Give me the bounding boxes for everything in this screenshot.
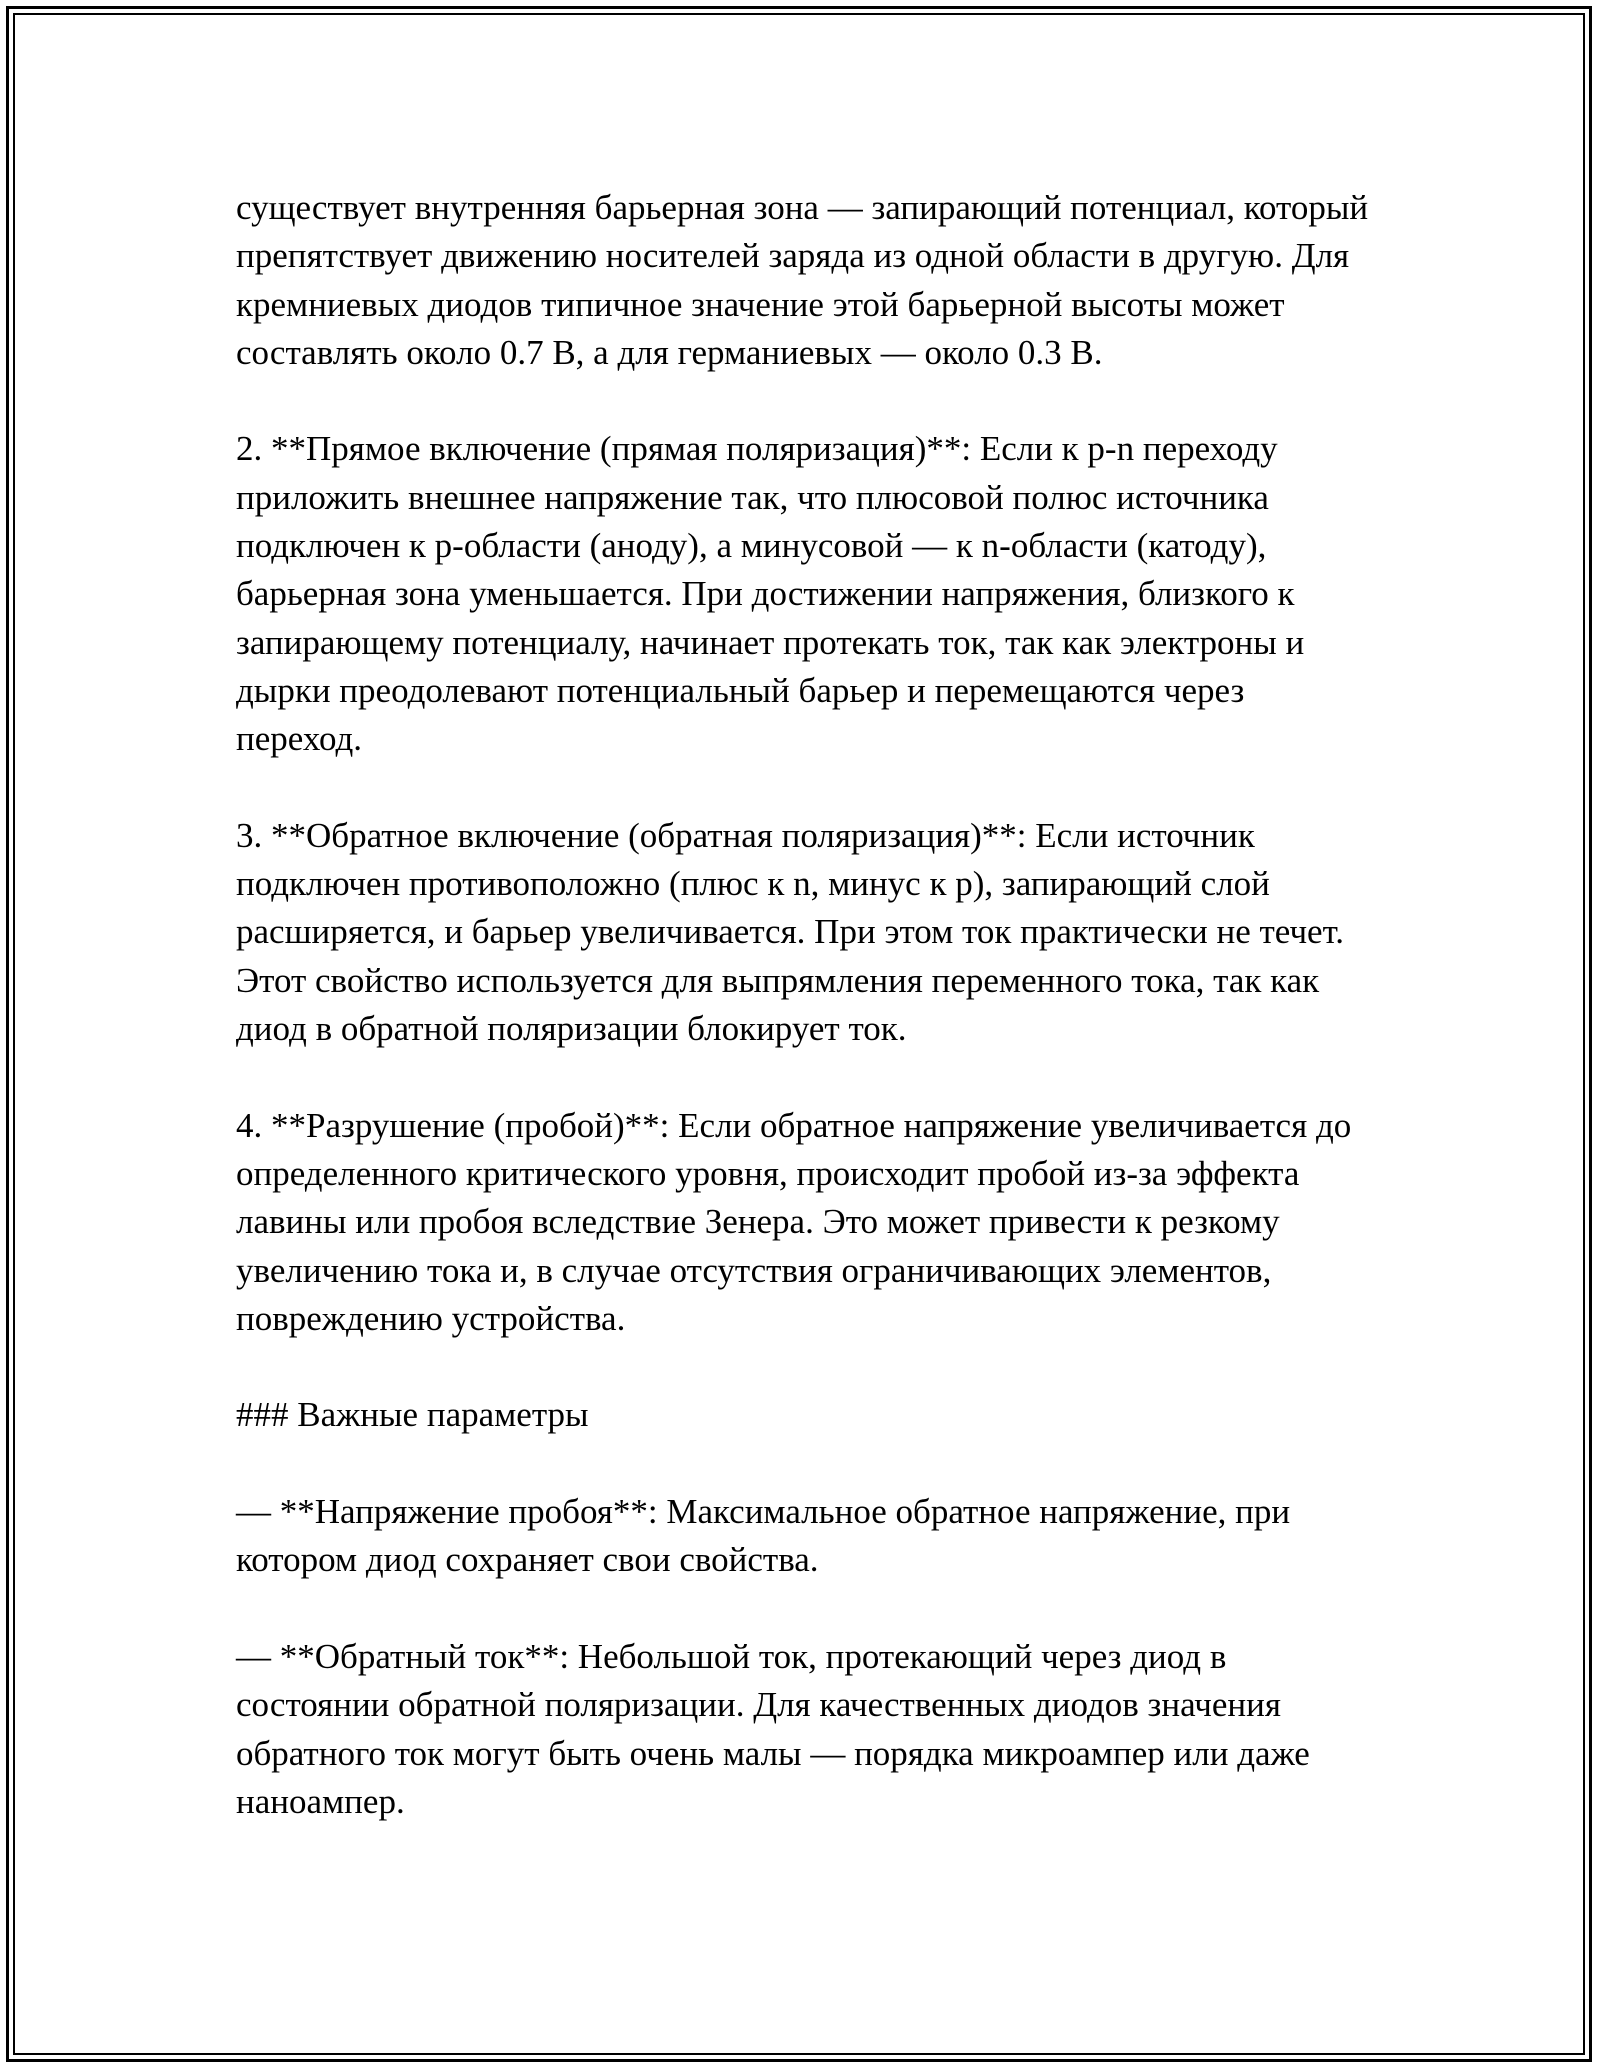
paragraph-reverse-bias: 3. **Обратное включение (обратная поляризация)**: Если источник подключен противоположно (плюс к n, минус к p), запирающий слой расширяется, и барьер увеличивается. При этом ток практически не течет. Этот свойство используется для выпрямления переменного тока, так как диод в обратной поляризации блокирует ток. — [236, 815, 1345, 1049]
list-item-breakdown-voltage: — **Напряжение пробоя**: Максимальное обратное напряжение, при котором диод сохраняет свои свойства. — [236, 1492, 1291, 1580]
paragraph-barrier-zone: существует внутренняя барьерная зона — запирающий потенциал, который препятствует движению носителей заряда из одной области в другую. Для кремниевых диодов типичное значение этой барьерной высоты может составлять около 0.7 В, а для германиевых — около 0.3 В. — [236, 188, 1369, 372]
document-body — [236, 184, 1376, 1874]
paragraph-forward-bias: 2. **Прямое включение (прямая поляризация)**: Если к p-n переходу приложить внешнее напряжение так, что плюсовой полюс источника подключен к p-области (аноду), а минусовой — к n-области (катоду), барьерная зона уменьшается. При достижении напряжения, близкого к запирающему потенциалу, начинает протекать ток, так как электроны и дырки преодолевают потенциальный барьер и перемещаются через переход. — [236, 429, 1305, 759]
list-item-reverse-current: — **Обратный ток**: Небольшой ток, протекающий через диод в состоянии обратной поляризации. Для качественных диодов значения обратного ток могут быть очень малы — порядка микроампер или даже наноампер. — [236, 1636, 1310, 1821]
paragraph-breakdown: 4. **Разрушение (пробой)**: Если обратное напряжение увеличивается до определенного критического уровня, происходит пробой из-за эффекта лавины или пробоя вследствие Зенера. Это может привести к резкому увеличению тока и, в случае отсутствия ограничивающих элементов, повреждению устройства. — [236, 1105, 1352, 1338]
section-heading-important-parameters: ### Важные параметры — [236, 1395, 589, 1435]
